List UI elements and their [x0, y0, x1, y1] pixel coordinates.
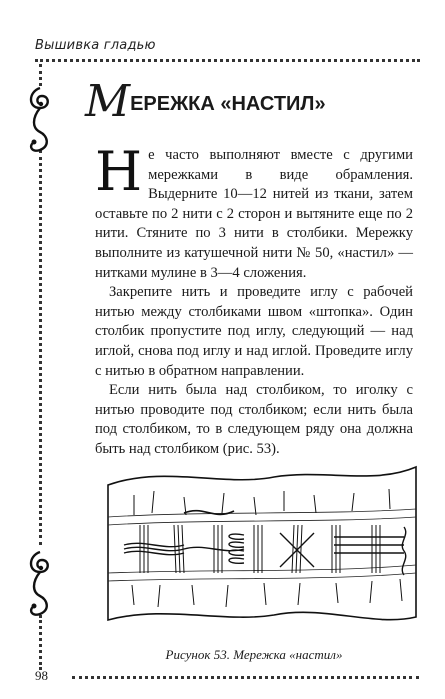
running-header: Вышивка гладью [35, 38, 156, 53]
body-text [95, 140, 413, 460]
figure-caption: Рисунок 53. Мережка «настил» [165, 647, 343, 662]
paragraph-1-text: е часто выполняют вместе с другими мережками в виде обрамления. Выдерните 10—12 нитей из ткани, затем оставьте по 2 нити с 2 сторон и вытяните еще по 2 нити. Стяните по 3 нити в столбики. Мережку выполните из катушечной нити № 50, «настил» — нитками мулине в 3—4 сложения. [95, 147, 413, 281]
heading-initial: М [85, 76, 131, 127]
side-dotted-rule-top [39, 64, 42, 86]
swirl-ornament-top-icon [22, 84, 58, 154]
hemstitch-illustration [104, 455, 420, 630]
drop-cap: Н [95, 140, 143, 203]
footer-dotted-rule [72, 676, 419, 679]
heading-title: ЕРЕЖКА «НАСТИЛ» [130, 93, 326, 115]
swirl-ornament-bottom-icon [22, 548, 58, 618]
side-dotted-rule-middle [39, 150, 42, 545]
paragraph-3: Если нить была над столбиком, то иголку с нитью проводите под столбиком; если нить была под столбиком, то в следующем ряду она должна быть над столбиком (рис. 53). [95, 382, 413, 457]
paragraph-1 [95, 140, 413, 283]
page-number: 98 [35, 668, 48, 683]
side-dotted-rule-bottom [39, 615, 42, 670]
paragraph-2: Закрепите нить и проведите иглу с рабочей нитью между столбиками швом «штопка». Один столбик пропустите под иглу, следующий — над иглой, снова под иглу и над иглой. Проведите иглу с нитью в обратном направлении. [95, 284, 413, 379]
section-heading [85, 76, 326, 127]
header-dotted-rule [35, 59, 420, 62]
